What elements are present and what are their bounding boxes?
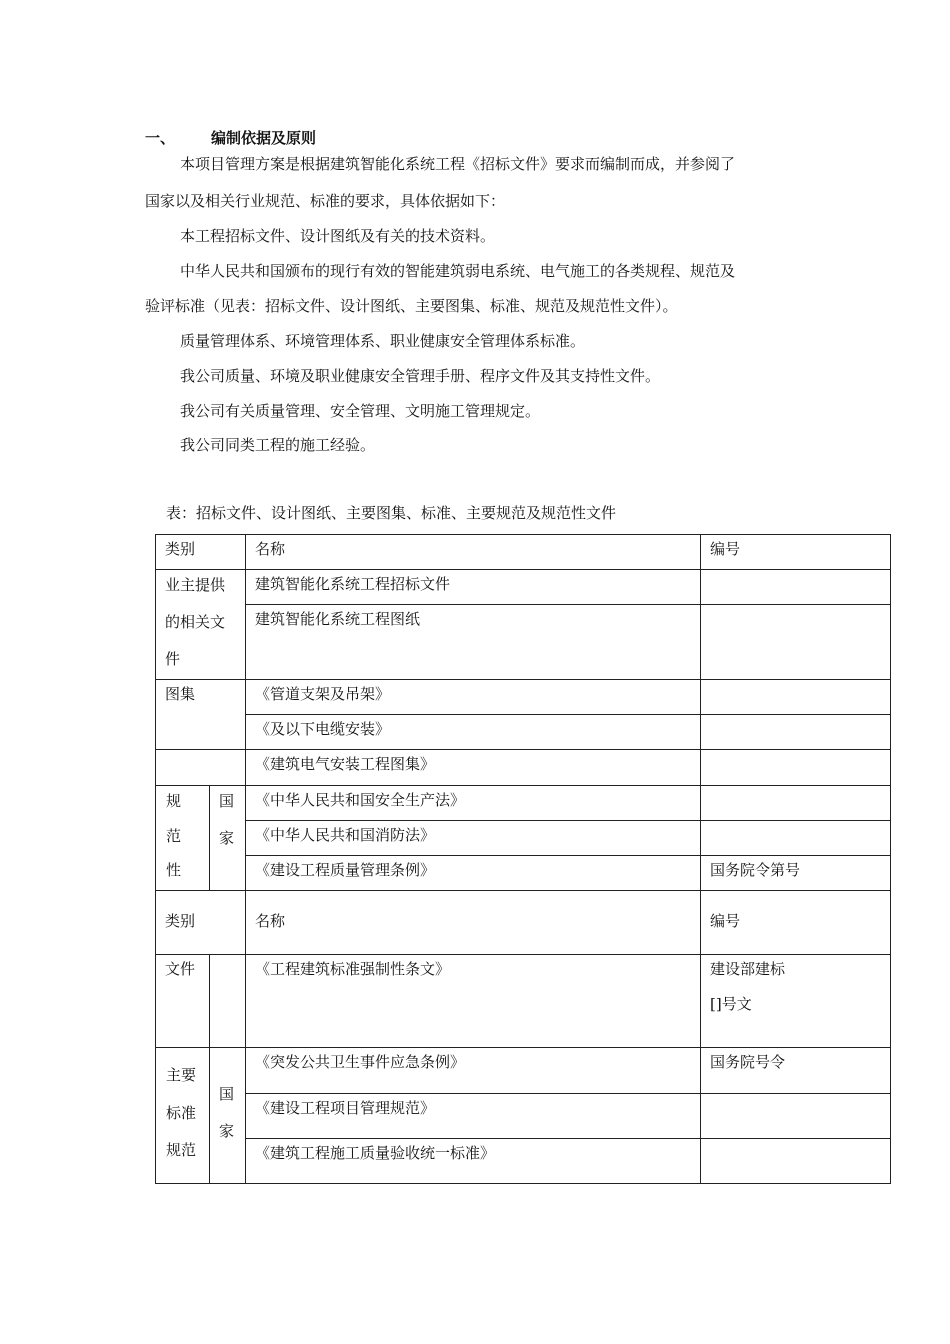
main-standards-name-2: 《建设工程项目管理规范》	[255, 1099, 436, 1117]
paragraph-3-line-1: 中华人民共和国颁布的现行有效的智能建筑弱电系统、电气施工的各类规程、规范及	[180, 262, 736, 280]
section-heading	[145, 128, 316, 148]
normative-name-1: 《中华人民共和国安全生产法》	[255, 791, 466, 809]
header2-category: 类别	[165, 912, 196, 930]
main-standards-sub-char-1: 国	[219, 1085, 235, 1103]
normative-category-char-2: 范	[166, 827, 182, 845]
files-name: 《工程建筑标准强制性条文》	[255, 960, 451, 978]
main-standards-number-3	[700, 1138, 890, 1143]
owner-docs-category-line-3: 件	[165, 650, 181, 668]
header2-name: 名称	[255, 912, 286, 930]
normative-number-1	[700, 785, 890, 790]
files-number-line-2: []号文	[710, 995, 752, 1013]
paragraph-6: 我公司有关质量管理、安全管理、文明施工管理规定。	[180, 402, 541, 420]
paragraph-1-line-1: 本项目管理方案是根据建筑智能化系统工程《招标文件》要求而编制而成，并参阅了	[180, 155, 736, 173]
normative-name-2: 《中华人民共和国消防法》	[255, 826, 436, 844]
owner-doc-number-2	[700, 604, 890, 609]
header2-number: 编号	[710, 912, 741, 930]
atlas-number-2	[700, 714, 890, 719]
owner-docs-category-line-1: 业主提供	[165, 576, 226, 594]
owner-docs-category-line-2: 的相关文	[165, 613, 226, 631]
main-standards-number-1: 国务院号令	[710, 1053, 786, 1071]
main-standards-sub-char-2: 家	[219, 1122, 235, 1140]
paragraph-2: 本工程招标文件、设计图纸及有关的技术资料。	[180, 227, 496, 245]
paragraph-5: 我公司质量、环境及职业健康安全管理手册、程序文件及其支持性文件。	[180, 367, 661, 385]
atlas-number-3	[700, 749, 890, 754]
paragraph-4: 质量管理体系、环境管理体系、职业健康安全管理体系标准。	[180, 332, 586, 350]
atlas-name-1: 《管道支架及吊架》	[255, 685, 391, 703]
atlas-category: 图集	[165, 685, 196, 703]
owner-doc-number-1	[700, 569, 890, 574]
section-title: 编制依据及原则	[211, 129, 317, 147]
main-standards-name-3: 《建筑工程施工质量验收统一标准》	[255, 1144, 496, 1162]
normative-category-char-1: 规	[166, 792, 182, 810]
table-caption: 表：招标文件、设计图纸、主要图集、标准、主要规范及规范性文件	[166, 504, 617, 522]
main-standards-category-line-3: 规范	[166, 1141, 197, 1159]
paragraph-3-line-2: 验评标准（见表：招标文件、设计图纸、主要图集、标准、规范及规范性文件）。	[145, 297, 678, 315]
paragraph-1-line-2: 国家以及相关行业规范、标准的要求，具体依据如下：	[145, 192, 506, 210]
header-category: 类别	[165, 540, 196, 558]
files-number-line-1: 建设部建标	[710, 960, 786, 978]
main-standards-category-line-1: 主要	[166, 1066, 197, 1084]
atlas-name-3: 《建筑电气安装工程图集》	[255, 755, 436, 773]
section-number: 一、	[145, 129, 176, 147]
header-number: 编号	[710, 540, 741, 558]
normative-number-2	[700, 820, 890, 825]
normative-category-char-3: 性	[166, 861, 182, 879]
owner-doc-name-2: 建筑智能化系统工程图纸	[255, 610, 421, 628]
owner-doc-name-1: 建筑智能化系统工程招标文件	[255, 575, 451, 593]
normative-sub-char-2: 家	[219, 829, 235, 847]
atlas-name-2: 《及以下电缆安装》	[255, 720, 391, 738]
paragraph-7: 我公司同类工程的施工经验。	[180, 436, 376, 454]
main-standards-number-2	[700, 1093, 890, 1098]
normative-sub-char-1: 国	[219, 792, 235, 810]
normative-number-3: 国务院令第号	[710, 861, 801, 879]
main-standards-category-line-2: 标准	[166, 1104, 197, 1122]
atlas-number-1	[700, 679, 890, 684]
normative-name-3: 《建设工程质量管理条例》	[255, 861, 436, 879]
header-name: 名称	[255, 540, 286, 558]
main-standards-name-1: 《突发公共卫生事件应急条例》	[255, 1053, 466, 1071]
files-category: 文件	[165, 960, 196, 978]
